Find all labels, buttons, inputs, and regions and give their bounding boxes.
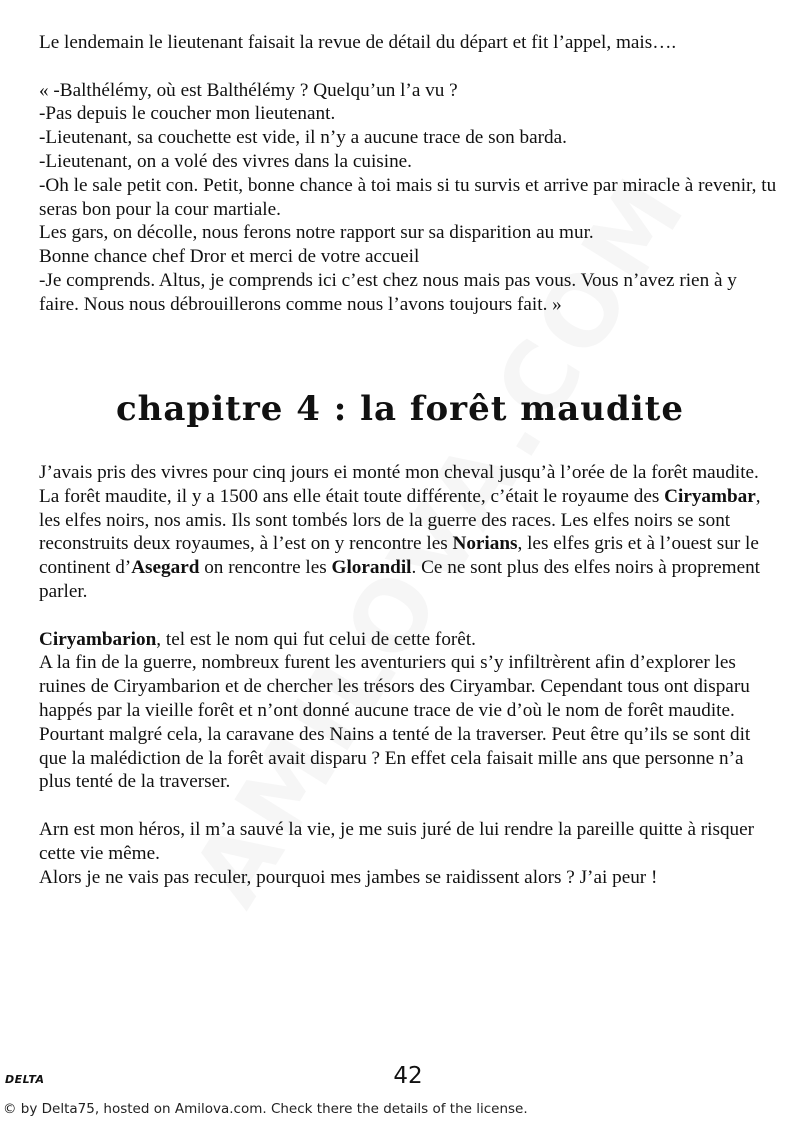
license-notice: © by Delta75, hosted on Amilova.com. Check there the details of the license. [3,1101,528,1117]
text-run: , les elfes noirs, nos amis. Ils sont tombés lors de la guerre des races. Les elfes noirs se sont reconstruits deux royaumes, à l’est on y rencontre les [39,485,761,555]
text-run: , tel est le nom qui fut celui de cette forêt. [156,628,476,650]
story-paragraph-2 [39,485,779,604]
dialogue-line: -Pas depuis le coucher mon lieutenant. [39,103,336,125]
text-run: . Ce ne sont plus des elfes noirs à proprement parler. [39,557,761,602]
story-paragraph-1: J’avais pris des vivres pour cinq jours ei monté mon cheval jusqu’à l’orée de la forêt maudite. [39,462,759,483]
text-run: , les elfes gris et à l’ouest sur le continent d’ [39,533,759,579]
bold-name-asegard: Asegard [131,557,200,579]
dialogue-line: « -Balthélémy, où est Balthélémy ? Quelqu’un l’a vu ? [39,79,458,101]
text-run: La forêt maudite, il y a 1500 ans elle était toute différente, c’était le royaume des [39,485,665,507]
dialogue-line: -Je comprends. Altus, je comprends ici c’est chez nous mais pas vous. Vous n’avez rien à y faire. Nous nous débrouillerons comme nous l’avons toujours fait. » [39,269,737,315]
paragraph-gap [39,604,779,628]
dialogue-line: -Lieutenant, on a volé des vivres dans la cuisine. [39,150,412,172]
page-number: 42 [393,1063,423,1089]
text-run: on rencontre les [199,557,332,579]
author-logo: DELTA [5,1073,45,1086]
story-paragraph-4: A la fin de la guerre, nombreux furent les aventuriers qui s’y infiltrèrent afin d’explorer les ruines de Ciryambarion et de chercher les trésors des Ciryambar. Cependant tous ont disparu happés par la vieille forêt et n’ont donné aucune trace de vie d’où le nom de forêt maudite. [39,652,750,721]
dialogue-line: Les gars, on décolle, nous ferons notre rapport sur sa disparition au mur. [39,222,594,244]
story-paragraph-6: Arn est mon héros, il m’a sauvé la vie, je me suis juré de lui rendre la pareille quitte à risquer cette vie même. [39,818,755,864]
story-paragraph-3 [39,628,779,652]
bold-name-ciryambar: Ciryambar [664,485,756,507]
paragraph-gap [39,794,779,818]
bold-name-norians: Norians [452,533,518,555]
story-paragraph-5: Pourtant malgré cela, la caravane des Nains a tenté de la traverser. Peut être qu’ils se sont dit que la malédiction de la forêt avait disparu ? En effet cela faisait mille ans que personne n’a plus tenté de la traverser. [39,723,751,793]
story-paragraph-7: Alors je ne vais pas reculer, pourquoi mes jambes se raidissent alors ? J’ai peur ! [39,866,658,888]
dialogue-intro: Le lendemain le lieutenant faisait la revue de détail du départ et fit l’appel, mais…. [39,32,677,53]
story-section [39,461,779,889]
dialogue-line: -Lieutenant, sa couchette est vide, il n’y a aucune trace de son barda. [39,127,567,149]
bold-name-ciryambarion: Ciryambarion [39,628,157,650]
paragraph-gap [39,55,779,79]
bold-name-glorandil: Glorandil [331,557,412,579]
dialogue-line: Bonne chance chef Dror et merci de votre accueil [39,246,420,268]
dialogue-line: -Oh le sale petit con. Petit, bonne chance à toi mais si tu survis et arrive par miracle à revenir, tu seras bon pour la cour martiale. [39,174,777,220]
chapter-title: chapitre 4 : la forêt maudite [115,389,685,429]
dialogue-section [39,31,779,317]
